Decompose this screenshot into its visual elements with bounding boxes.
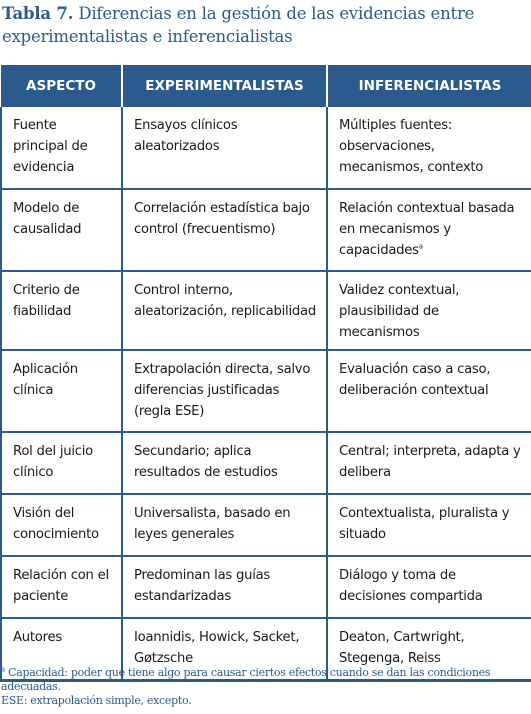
table-row (1, 271, 531, 350)
header-aspecto: ASPECTO (1, 65, 122, 107)
table-cell (327, 189, 531, 271)
table-cell: Aplicación clínica (1, 350, 122, 432)
table-cell: Diálogo y toma de decisiones compartida (327, 556, 531, 618)
table-row (1, 494, 531, 556)
table-cell: Modelo de causalidad (1, 189, 122, 271)
table-cell: Correlación estadística bajo control (frecuentismo) (122, 189, 327, 271)
table-cell: Secundario; aplica resultados de estudios (122, 432, 327, 494)
table-footnotes (1, 666, 530, 708)
table-cell-text: Relación contextual basada en mecanismos y capacidades (339, 201, 515, 258)
header-experimentalistas: EXPERIMENTALISTAS (122, 65, 327, 107)
table-row (1, 556, 531, 618)
table-cell: Fuente principal de evidencia (1, 107, 122, 189)
table-cell: Deaton, Cartwright, Stegenga, Reiss (327, 618, 531, 680)
table-cell: Contextualista, pluralista y situado (327, 494, 531, 556)
table-cell: Extrapolación directa, salvo diferencias justificadas (regla ESE) (122, 350, 327, 432)
table-cell: Visión del conocimiento (1, 494, 122, 556)
table-cell: Múltiples fuentes: observaciones, mecanismos, contexto (327, 107, 531, 189)
table-row (1, 432, 531, 494)
footnote-a-text: Capacidad: poder que tiene algo para causar ciertos efectos cuando se dan las condiciones adecuadas. (1, 666, 491, 693)
comparison-table (0, 65, 531, 682)
caption-label: Tabla 7. (2, 4, 74, 23)
header-inferencialistas: INFERENCIALISTAS (327, 65, 531, 107)
table-cell: Central; interpreta, adapta y delibera (327, 432, 531, 494)
table-row (1, 189, 531, 271)
table-row (1, 107, 531, 189)
caption-text: Diferencias en la gestión de las evidencias entre experimentalistas e inferencialistas (2, 4, 475, 46)
footnote-ese: ESE: extrapolación simple, excepto. (1, 694, 192, 707)
table-cell: Predominan las guías estandarizadas (122, 556, 327, 618)
table-cell: Universalista, basado en leyes generales (122, 494, 327, 556)
table-cell: Evaluación caso a caso, deliberación contextual (327, 350, 531, 432)
table-cell: Relación con el paciente (1, 556, 122, 618)
footnote-mark: a (418, 242, 423, 251)
table-cell: Criterio de fiabilidad (1, 271, 122, 350)
table-caption (2, 2, 529, 48)
table-cell: Ioannidis, Howick, Sacket, Gøtzsche (122, 618, 327, 680)
table-cell: Control interno, aleatorización, replicabilidad (122, 271, 327, 350)
table-cell: Autores (1, 618, 122, 680)
table-cell: Validez contextual, plausibilidad de mecanismos (327, 271, 531, 350)
footnote-a (1, 666, 530, 694)
table-header-row (1, 65, 531, 107)
footnote-mark: a (1, 665, 5, 674)
table-cell: Rol del juicio clínico (1, 432, 122, 494)
table-cell: Ensayos clínicos aleatorizados (122, 107, 327, 189)
table-row (1, 350, 531, 432)
